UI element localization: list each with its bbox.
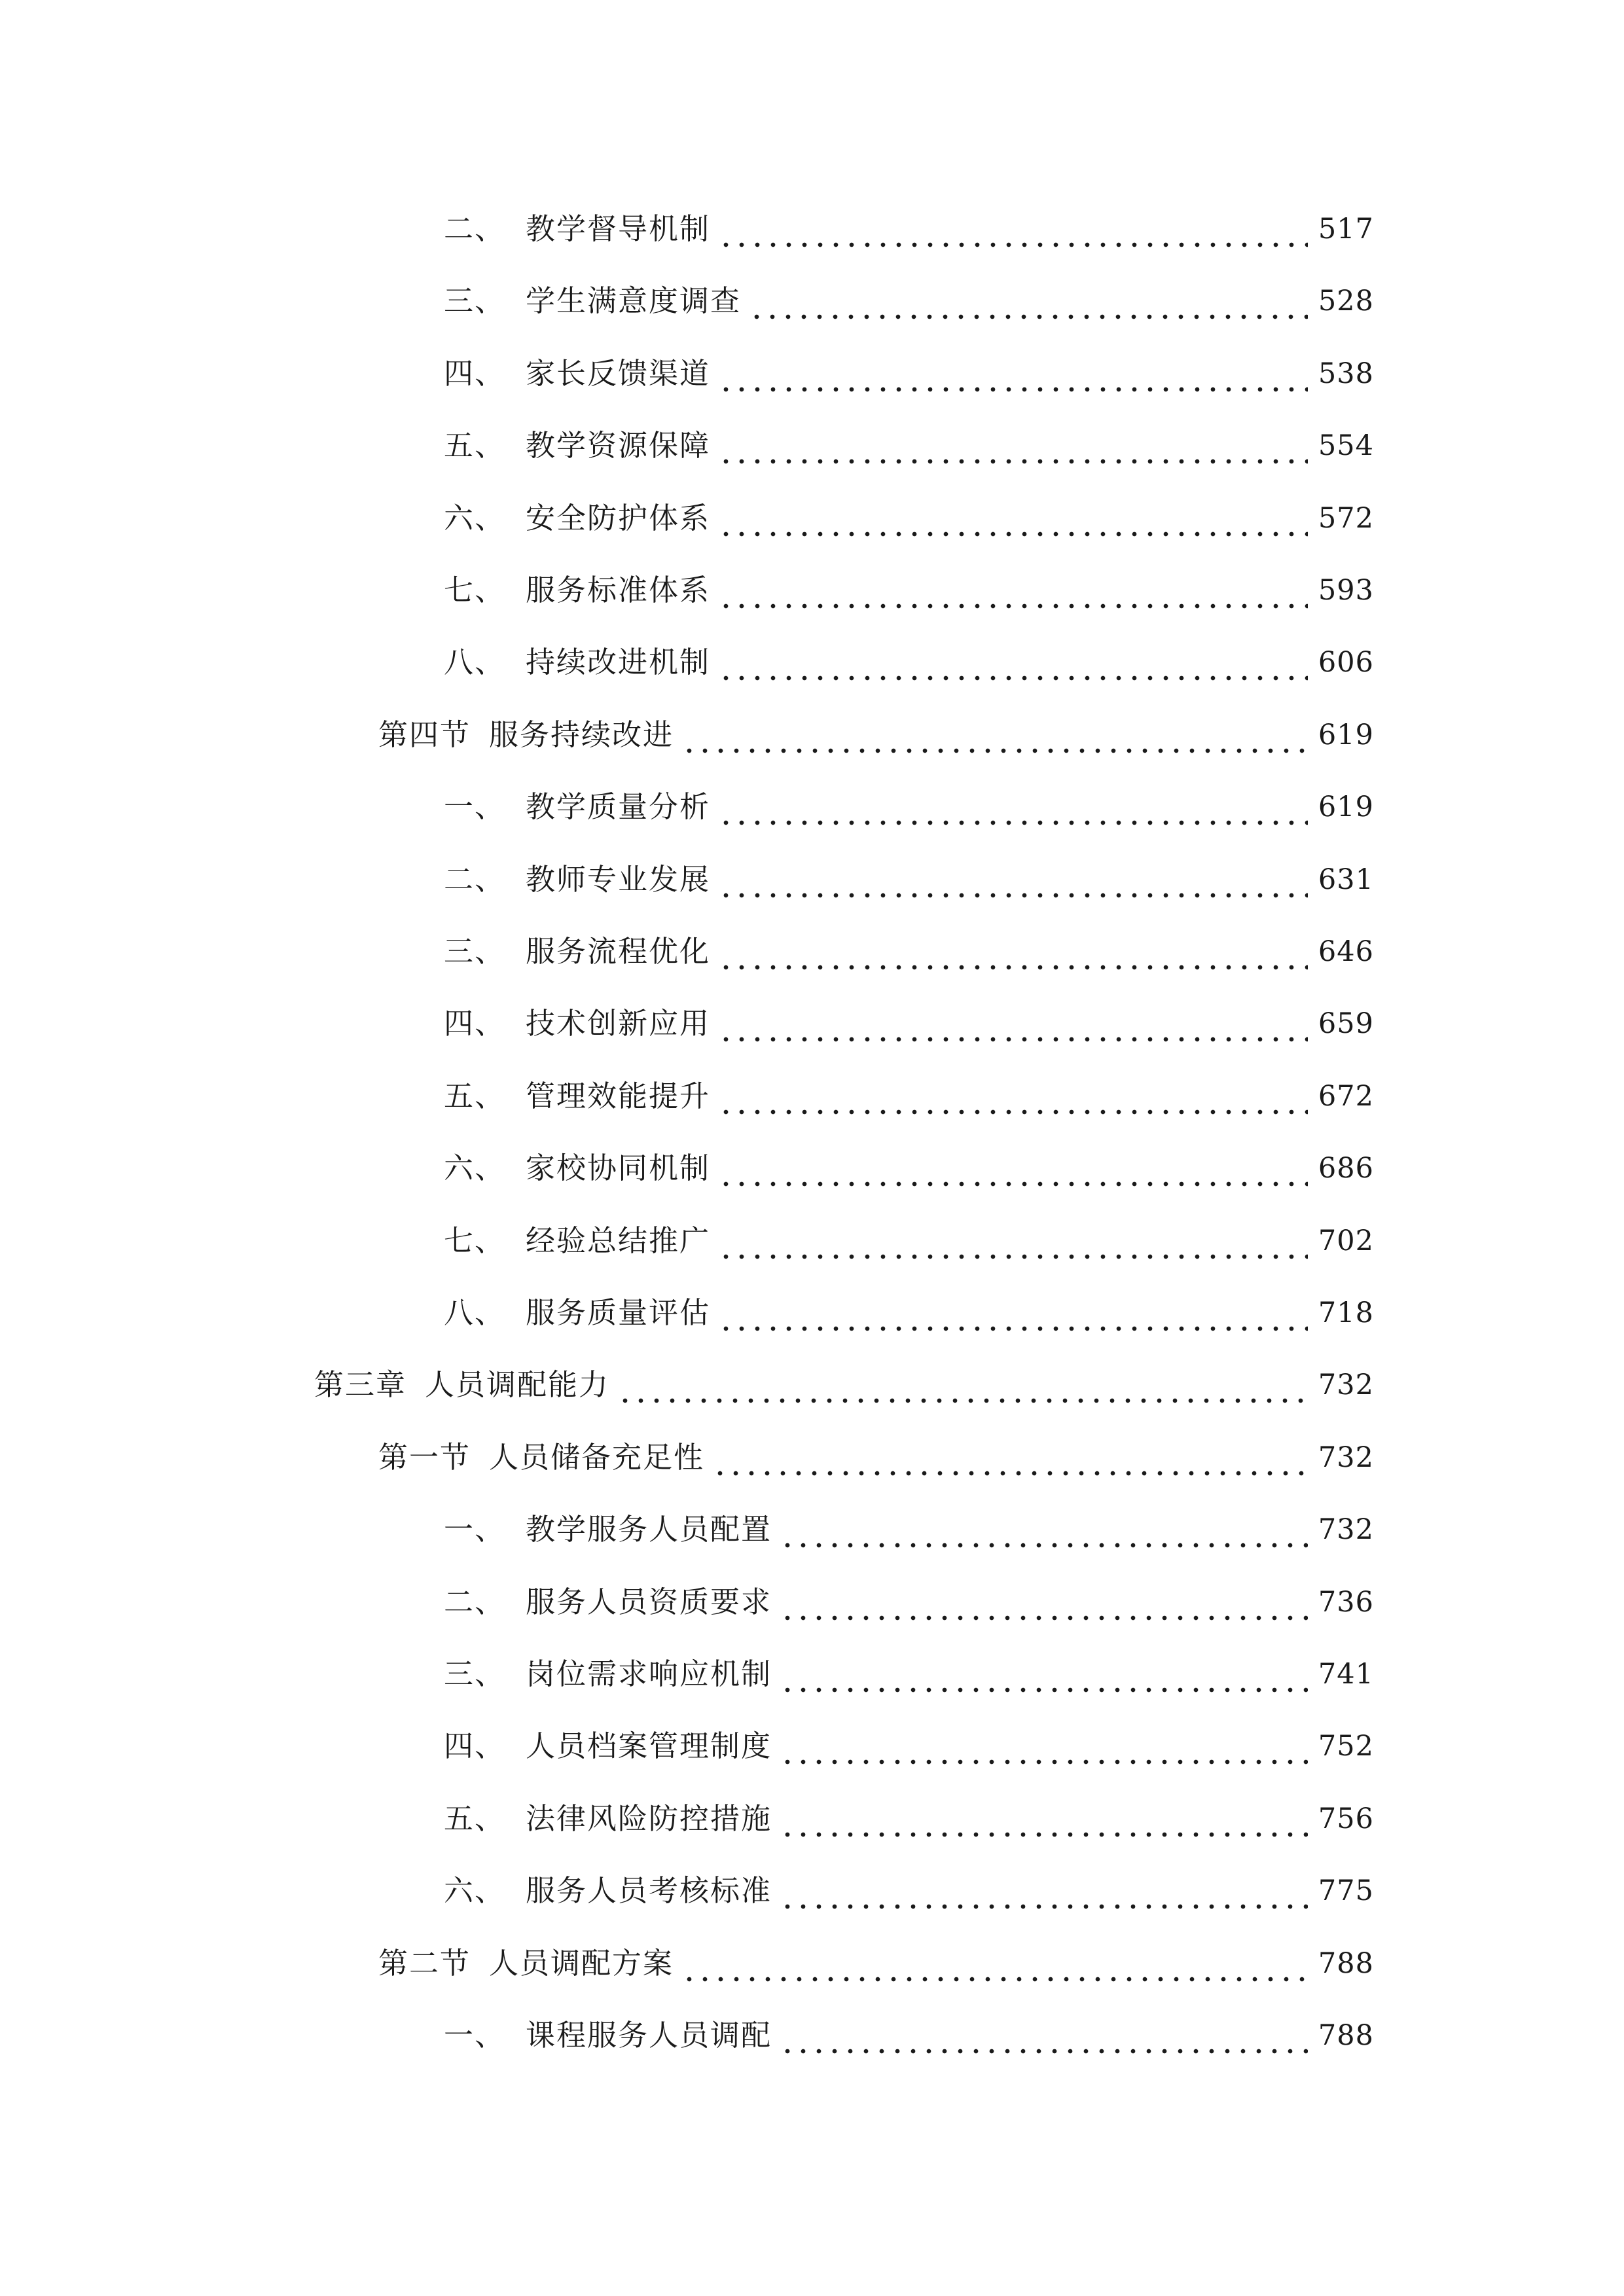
toc-entry-page-number: 756 xyxy=(1318,1803,1374,1835)
toc-entry-page-number: 775 xyxy=(1318,1874,1374,1907)
toc-entry-number: 第一节 xyxy=(378,1440,471,1475)
dot-leader xyxy=(780,1648,1308,1700)
dot-leader xyxy=(718,564,1308,617)
dot-leader xyxy=(718,203,1308,255)
toc-entry-title: 人员储备充足性 xyxy=(489,1440,705,1475)
dot-leader xyxy=(780,1576,1308,1628)
toc-entry-title: 安全防护体系 xyxy=(526,501,711,535)
toc-entry-title: 家校协同机制 xyxy=(526,1151,711,1185)
toc-entry[interactable] xyxy=(444,781,1374,833)
toc-entry[interactable] xyxy=(444,564,1374,617)
toc-entry-title: 教学督导机制 xyxy=(526,211,711,246)
dot-leader xyxy=(718,348,1308,400)
dot-leader xyxy=(780,1503,1308,1556)
toc-entry-page-number: 631 xyxy=(1318,863,1374,896)
toc-entry-page-number: 619 xyxy=(1318,791,1374,823)
toc-entry[interactable] xyxy=(444,348,1374,400)
toc-entry[interactable] xyxy=(378,1431,1374,1484)
toc-entry-number: 三、 xyxy=(444,1657,506,1691)
toc-entry[interactable] xyxy=(378,709,1374,761)
toc-entry[interactable] xyxy=(444,997,1374,1050)
toc-entry-number: 五、 xyxy=(444,1801,506,1836)
dot-leader xyxy=(780,2009,1308,2062)
toc-entry-number: 四、 xyxy=(444,1006,506,1041)
toc-entry[interactable] xyxy=(444,1720,1374,1772)
toc-entry-title: 教师专业发展 xyxy=(526,862,711,897)
toc-entry-page-number: 732 xyxy=(1318,1369,1374,1401)
toc-entry-title: 法律风险防控措施 xyxy=(526,1801,772,1836)
toc-entry-page-number: 593 xyxy=(1318,574,1374,607)
dot-leader xyxy=(617,1359,1308,1411)
toc-entry-number: 四、 xyxy=(444,356,506,391)
dot-leader xyxy=(718,420,1308,472)
dot-leader xyxy=(718,1215,1308,1267)
toc-entry[interactable] xyxy=(378,1937,1374,1990)
dot-leader xyxy=(718,853,1308,906)
toc-entry-page-number: 732 xyxy=(1318,1513,1374,1546)
toc-entry-page-number: 659 xyxy=(1318,1007,1374,1040)
toc-entry-page-number: 702 xyxy=(1318,1225,1374,1257)
toc-entry-number: 四、 xyxy=(444,1729,506,1763)
toc-entry-number: 七、 xyxy=(444,1223,506,1258)
toc-entry-page-number: 554 xyxy=(1318,429,1374,462)
toc-entry-page-number: 736 xyxy=(1318,1586,1374,1619)
toc-entry-title: 学生满意度调查 xyxy=(526,283,742,318)
toc-entry-number: 八、 xyxy=(444,1295,506,1330)
toc-entry-title: 岗位需求响应机制 xyxy=(526,1657,772,1691)
toc-entry-page-number: 718 xyxy=(1318,1297,1374,1329)
dot-leader xyxy=(718,492,1308,545)
toc-entry-page-number: 572 xyxy=(1318,502,1374,535)
toc-entry-page-number: 741 xyxy=(1318,1658,1374,1691)
toc-entry-title: 服务人员资质要求 xyxy=(526,1585,772,1619)
toc-entry-page-number: 752 xyxy=(1318,1730,1374,1763)
toc-entry-number: 五、 xyxy=(444,428,506,463)
dot-leader xyxy=(718,1287,1308,1339)
toc-entry-number: 一、 xyxy=(444,1512,506,1547)
toc-entry[interactable] xyxy=(444,2009,1374,2062)
toc-entry-title: 教学质量分析 xyxy=(526,789,711,824)
toc-entry[interactable] xyxy=(444,636,1374,689)
toc-entry-title: 持续改进机制 xyxy=(526,645,711,679)
dot-leader xyxy=(718,636,1308,689)
toc-entry[interactable] xyxy=(444,1287,1374,1339)
dot-leader xyxy=(718,781,1308,833)
toc-entry-title: 人员档案管理制度 xyxy=(526,1729,772,1763)
toc-entry[interactable] xyxy=(444,1865,1374,1917)
toc-entry[interactable] xyxy=(444,203,1374,255)
toc-entry[interactable] xyxy=(444,1648,1374,1700)
toc-entry-number: 三、 xyxy=(444,283,506,318)
toc-entry-page-number: 672 xyxy=(1318,1080,1374,1113)
toc-entry-page-number: 606 xyxy=(1318,646,1374,679)
toc-entry[interactable] xyxy=(444,1215,1374,1267)
dot-leader xyxy=(718,1070,1308,1122)
toc-entry-number: 第三章 xyxy=(314,1367,407,1402)
toc-entry-title: 经验总结推广 xyxy=(526,1223,711,1258)
dot-leader xyxy=(749,275,1308,327)
toc-entry-title: 课程服务人员调配 xyxy=(526,2018,772,2053)
toc-entry[interactable] xyxy=(444,275,1374,327)
toc-entry-number: 二、 xyxy=(444,211,506,246)
toc-entry[interactable] xyxy=(444,1793,1374,1845)
toc-entry-page-number: 528 xyxy=(1318,285,1374,317)
dot-leader xyxy=(718,925,1308,978)
dot-leader xyxy=(681,709,1308,761)
toc-entry-number: 六、 xyxy=(444,501,506,535)
toc-entry-number: 第二节 xyxy=(378,1946,471,1981)
toc-entry-title: 服务持续改进 xyxy=(489,717,674,752)
toc-entry[interactable] xyxy=(444,1142,1374,1194)
toc-entry-title: 教学服务人员配置 xyxy=(526,1512,772,1547)
dot-leader xyxy=(780,1793,1308,1845)
toc-entry-number: 二、 xyxy=(444,862,506,897)
toc-entry-title: 管理效能提升 xyxy=(526,1079,711,1113)
toc-entry-title: 家长反馈渠道 xyxy=(526,356,711,391)
toc-entry-page-number: 788 xyxy=(1318,2019,1374,2052)
toc-entry-title: 人员调配能力 xyxy=(425,1367,610,1402)
dot-leader xyxy=(718,1142,1308,1194)
toc-entry-number: 五、 xyxy=(444,1079,506,1113)
toc-entry[interactable] xyxy=(444,1070,1374,1122)
toc-entry-title: 服务人员考核标准 xyxy=(526,1873,772,1908)
toc-entry-number: 八、 xyxy=(444,645,506,679)
toc-entry-title: 人员调配方案 xyxy=(489,1946,674,1981)
toc-entry[interactable] xyxy=(444,1576,1374,1628)
dot-leader xyxy=(718,997,1308,1050)
dot-leader xyxy=(712,1431,1308,1484)
toc-entry-number: 一、 xyxy=(444,789,506,824)
toc-entry-page-number: 619 xyxy=(1318,719,1374,751)
toc-entry-page-number: 646 xyxy=(1318,935,1374,968)
toc-entry[interactable] xyxy=(444,492,1374,545)
dot-leader xyxy=(681,1937,1308,1990)
toc-entry-number: 七、 xyxy=(444,573,506,607)
toc-entry[interactable] xyxy=(444,420,1374,472)
toc-entry-number: 三、 xyxy=(444,934,506,969)
toc-entry-number: 一、 xyxy=(444,2018,506,2053)
toc-entry-page-number: 538 xyxy=(1318,357,1374,390)
toc-entry-page-number: 517 xyxy=(1318,213,1374,245)
dot-leader xyxy=(780,1720,1308,1772)
toc-entry-page-number: 732 xyxy=(1318,1441,1374,1474)
toc-entry-page-number: 686 xyxy=(1318,1152,1374,1185)
dot-leader xyxy=(780,1865,1308,1917)
toc-entry-number: 二、 xyxy=(444,1585,506,1619)
toc-entry-title: 服务标准体系 xyxy=(526,573,711,607)
toc-entry[interactable] xyxy=(444,925,1374,978)
toc-entry[interactable] xyxy=(314,1359,1374,1411)
toc-entry-title: 技术创新应用 xyxy=(526,1006,711,1041)
toc-entry-title: 教学资源保障 xyxy=(526,428,711,463)
toc-entry-title: 服务流程优化 xyxy=(526,934,711,969)
toc-entry-number: 六、 xyxy=(444,1873,506,1908)
toc-entry-page-number: 788 xyxy=(1318,1947,1374,1980)
toc-entry-number: 第四节 xyxy=(378,717,471,752)
toc-entry[interactable] xyxy=(444,1503,1374,1556)
toc-entry-number: 六、 xyxy=(444,1151,506,1185)
toc-entry[interactable] xyxy=(444,853,1374,906)
toc-entry-title: 服务质量评估 xyxy=(526,1295,711,1330)
